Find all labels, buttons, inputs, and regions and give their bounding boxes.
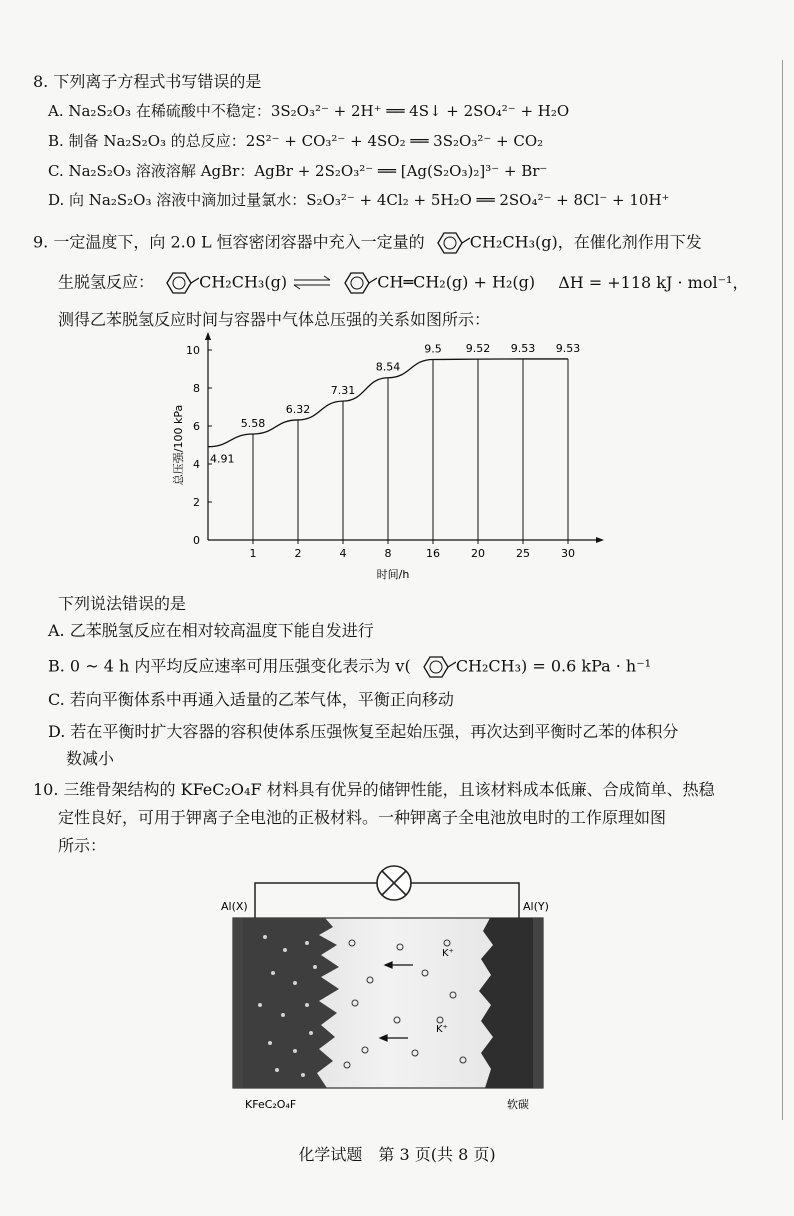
q8-option-d <box>48 190 669 210</box>
data-label: 4.91 <box>210 452 235 466</box>
x-tick-label: 1 <box>249 547 257 560</box>
q9-stem-b: ，在催化剂作用下发 <box>557 232 702 252</box>
q8-b-equation: 2S²⁻ + CO₃²⁻ + 4SO₂ ══ 3S₂O₃²⁻ + CO₂ <box>245 132 544 150</box>
left-current-collector <box>233 918 243 1088</box>
q8-d-text: D. 向 Na₂S₂O₃ 溶液中滴加过量氯水： <box>48 191 307 209</box>
k-ion-label-bottom: K⁺ <box>436 1024 448 1035</box>
right-current-collector <box>533 918 543 1088</box>
cathode-material-label: KFeC₂O₄F <box>245 1098 297 1111</box>
q9-ethyl-group: CH₂CH₃(g) <box>469 232 558 252</box>
data-label: 7.31 <box>330 384 356 398</box>
left-electrode-label: Al(X) <box>221 900 248 913</box>
k-ion-label-top: K⁺ <box>442 948 454 959</box>
q8-a-equation: 3S₂O₃²⁻ + 2H⁺ ══ 4S↓ + 2SO₄²⁻ + H₂O <box>270 102 570 120</box>
y-tick-label: 0 <box>193 534 200 547</box>
q9-chart-intro: 测得乙苯脱氢反应时间与容器中气体总压强的关系如图所示： <box>58 310 491 329</box>
data-label: 9.5 <box>424 342 442 356</box>
margin-rule <box>782 60 783 1120</box>
q9-option-d-line1: D. 若在平衡时扩大容器的容积使体系压强恢复至起始压强，再次达到平衡时乙苯的体积分 <box>48 722 679 741</box>
benzene-ring-icon <box>416 652 456 682</box>
q8-option-a <box>48 101 569 121</box>
benzene-ring-icon <box>159 268 199 298</box>
x-tick-label: 20 <box>471 547 485 560</box>
q9-option-b <box>48 652 651 682</box>
battery-diagram <box>215 855 560 1115</box>
benzene-ring-icon <box>430 228 470 258</box>
data-label: 8.54 <box>375 360 401 374</box>
y-tick-label: 10 <box>186 344 200 357</box>
x-tick-label: 25 <box>516 547 530 560</box>
lamp-icon <box>377 866 411 900</box>
q9-reaction <box>58 268 748 298</box>
q8-a-text: A. Na₂S₂O₃ 在稀硫酸中不稳定： <box>48 102 271 120</box>
q8-d-equation: S₂O₃²⁻ + 4Cl₂ + 5H₂O ══ 2SO₄²⁻ + 8Cl⁻ + 10H⁺ <box>306 191 670 209</box>
y-axis-label: 总压强/100 kPa <box>172 404 185 486</box>
q9-option-c: C. 若向平衡体系中再通入适量的乙苯气体，平衡正向移动 <box>48 690 454 709</box>
benzene-ring-icon <box>337 268 377 298</box>
data-label: 5.58 <box>240 416 266 430</box>
x-tick-label: 2 <box>294 547 302 560</box>
q9-reaction-label: 生脱氢反应： <box>58 272 155 292</box>
page-footer: 化学试题 第 3 页(共 8 页) <box>298 1145 496 1164</box>
q9-b-ethyl: CH₂CH₃ <box>455 656 522 676</box>
q8-stem: 8. 下列离子方程式书写错误的是 <box>33 72 262 91</box>
x-tick-label: 8 <box>384 547 392 560</box>
q9-stem-a: 9. 一定温度下，向 2.0 L 恒容密闭容器中充入一定量的 <box>33 232 425 252</box>
anode-material-label: 软碳 <box>507 1098 529 1111</box>
data-label: 9.52 <box>465 342 491 356</box>
y-tick-label: 6 <box>193 420 200 433</box>
q9-question: 下列说法错误的是 <box>58 594 187 613</box>
equilibrium-arrow-icon <box>292 274 332 292</box>
right-electrode-label: Al(Y) <box>523 900 549 913</box>
x-tick-label: 4 <box>339 547 347 560</box>
x-axis-label: 时间/h <box>376 568 410 581</box>
y-axis-arrow <box>205 332 211 340</box>
q9-option-a: A. 乙苯脱氢反应在相对较高温度下能自发进行 <box>48 621 374 640</box>
x-tick-label: 16 <box>426 547 440 560</box>
q8-b-text: B. 制备 Na₂S₂O₃ 的总反应： <box>48 132 246 150</box>
q8-c-equation: AgBr + 2S₂O₃²⁻ ══ [Ag(S₂O₃)₂]³⁻ + Br⁻ <box>254 162 548 180</box>
q8-option-c <box>48 161 547 181</box>
q9-reactant: CH₂CH₃(g) <box>199 272 288 292</box>
q9-products: CH═CH₂(g) + H₂(g) <box>377 272 536 292</box>
data-label: 9.53 <box>510 341 536 355</box>
q9-enthalpy: ΔH = +118 kJ · mol⁻¹， <box>558 272 749 292</box>
q9-b-rate: ) = 0.6 kPa · h⁻¹ <box>521 656 652 676</box>
y-tick-label: 8 <box>193 382 200 395</box>
x-tick-label: 30 <box>561 547 575 560</box>
data-label: 9.53 <box>555 341 581 355</box>
q10-stem-line3: 所示： <box>58 836 107 855</box>
y-tick-label: 4 <box>193 458 200 471</box>
pressure-time-chart <box>160 330 610 585</box>
x-axis-arrow <box>596 537 604 543</box>
q9-stem <box>33 228 702 258</box>
q8-option-b <box>48 131 543 151</box>
q10-stem-line1: 10. 三维骨架结构的 KFeC₂O₄F 材料具有优异的储钾性能，且该材料成本低廉、合成简单、热稳 <box>33 780 715 799</box>
q10-stem-line2: 定性良好，可用于钾离子全电池的正极材料。一种钾离子全电池放电时的工作原理如图 <box>58 808 667 827</box>
q8-c-text: C. Na₂S₂O₃ 溶液溶解 AgBr： <box>48 162 255 180</box>
q9-b-text: B. 0 ~ 4 h 内平均反应速率可用压强变化表示为 v( <box>48 656 411 676</box>
data-label: 6.32 <box>285 402 311 416</box>
q9-option-d-line2: 数减小 <box>66 749 115 768</box>
y-tick-label: 2 <box>193 496 200 509</box>
